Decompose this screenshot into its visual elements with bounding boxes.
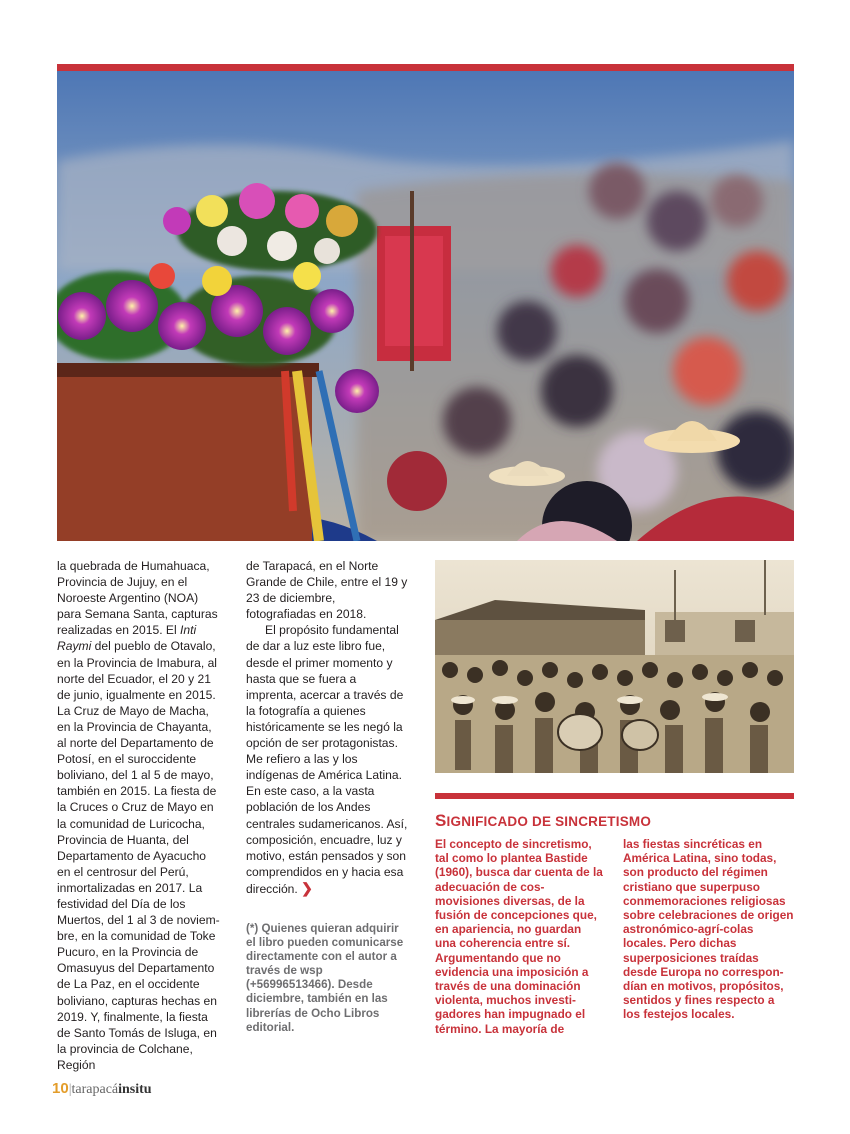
column-1-paragraph: la quebrada de Humahuaca, Provincia de Jujuy, en el Noroeste Argentino (NOA) para Semana Santa, capturas realizadas en 2015. El Inti Raymi del pueblo de Otavalo, en la Provincia de Imabura, al norte del Ecuador, el 20 y 21 de junio, igualmente en 2015. La Cruz de Mayo de Macha, en la Provincia de Chayanta, al norte del Departamento de Potosí, en el suroccidente boliviano, del 1 al 5 de mayo, también en 2015. La fiesta de la Cruces o Cruz de Mayo en la comunidad de Luricocha, Provincia de Huanta, del Departamento de Ayacucho en el centrosur del Perú, inmortalizadas en 2017. La festividad del Día de los Muertos, del 1 al 3 de noviem-bre, en la comunidad de Toke Pucuro, en la Provincia de Omasuyus del Departamento de La Paz, en el occidente boliviano, capturas hechas en 2019. Y, finalmente, la fiesta de Santo Tomás de Isluga, en la provincia de Colchane, Región	[57, 559, 220, 1072]
footer-separator: |	[68, 1082, 72, 1097]
purchase-note: (*) Quienes quieran adquirir el libro pueden comunicarse directamente con el autor a través de wsp (+56996513466). Desde diciembre, también en las librerías de Ocho Libros editorial.	[246, 922, 404, 1034]
section-column-1: El concepto de sincretismo, tal como lo plantea Bastide (1960), busca dar cuenta de la adecuación de cos-movisiones diversas, de la fusión de concepciones que, en apariencia, no guardan una coherencia entre sí. Argumentando que no evidencia una imposición a través de una dominación violenta, muchos investi-gadores han impugnado el término. La mayoría de	[435, 837, 603, 1036]
section-accent-bar	[435, 793, 794, 799]
page-number: 10	[52, 1080, 69, 1097]
end-mark-icon: ❯	[301, 879, 313, 896]
magazine-name-part-2: insitu	[118, 1082, 152, 1097]
hero-photo	[57, 71, 794, 541]
column-2-paragraph-2: El propósito fundamental de dar a luz este libro fue, desde el primer momento y hasta que se fuera a imprenta, acercar a través de la fotografía a quienes históricamente se les negó la opción de ser protagonistas. Me refiero a las y los indígenas de América Latina. En este caso, a la vasta población de los Andes centrales sudamericanos. Así, composición, encuadre, luz y motivo, están pensados y son comprendidos en y hacia esa dirección. ❯	[246, 623, 408, 896]
section-title: SIGNIFICADO DE SINCRETISMO	[435, 811, 652, 830]
body-column-1	[57, 558, 222, 1073]
magazine-name-part-1: tarapacá	[71, 1082, 119, 1097]
secondary-photo	[435, 560, 794, 773]
column-2-paragraph-1: de Tarapacá, en el Norte Grande de Chile, entre el 19 y 23 de diciembre, fotografiadas en 2018.	[246, 559, 408, 622]
page-footer	[52, 1080, 152, 1098]
section-column-2: las fiestas sincréticas en América Latina, sino todas, son producto del régimen cristiano que superpuso conmemoraciones religiosas sobre celebraciones de origen astronómico-agrí-colas locales. Pero dichas superposiciones traídas desde Europa no correspon-dían en motivos, propósitos, sentidos y fines respecto a los festejos locales.	[623, 837, 794, 1022]
body-column-2	[246, 558, 408, 897]
top-accent-bar	[57, 64, 794, 71]
